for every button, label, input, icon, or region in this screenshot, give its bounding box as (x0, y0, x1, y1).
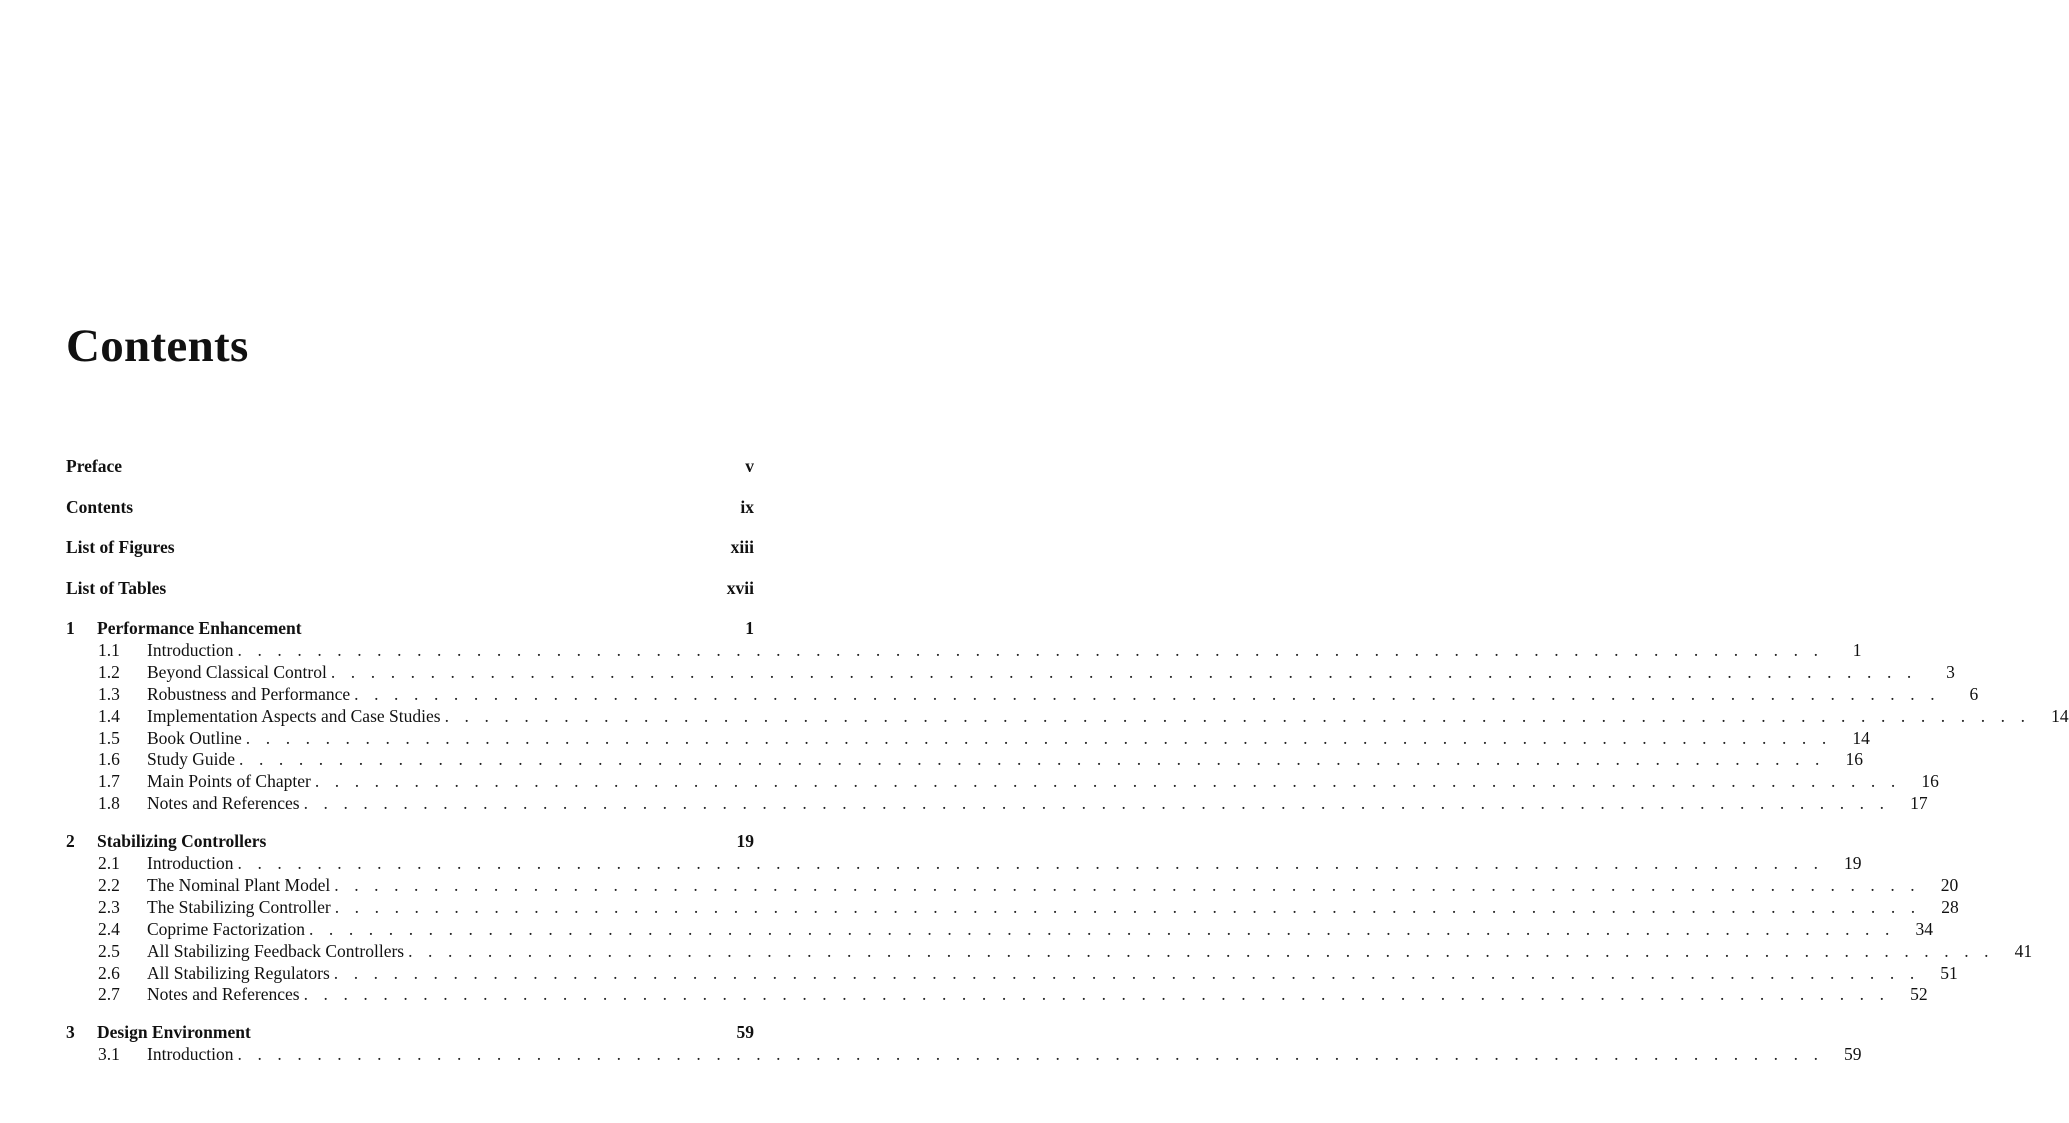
chapter-block (66, 1020, 1862, 1066)
section-number: 3.1 (98, 1044, 120, 1065)
section-title: Study Guide (147, 749, 235, 770)
section-title: Beyond Classical Control (147, 661, 327, 682)
toc-entry-list-of-tables[interactable] (66, 576, 754, 600)
dot-leader: . . . . . . . . . . . . . . . . . . . . . . . . . . . . . . . . . . . . . . . . . . . . . . . . . . . . . . . . . . . . . . . . . . . . . . . . . . . . . . . . (330, 661, 1917, 682)
section-entry[interactable] (66, 875, 1959, 897)
section-entry[interactable] (66, 984, 1928, 1006)
chapter-list (66, 616, 2069, 1066)
dot-leader: . . . . . . . . . . . . . . . . . . . . . . . . . . . . . . . . . . . . . . . . . . . . . . . . . . . . . . . . . . . . . . . . . . . . . . . . . . . . . . . . (314, 771, 1901, 792)
section-title: Coprime Factorization (147, 918, 305, 939)
section-number: 1.8 (98, 793, 120, 814)
chapter-page: 1 (745, 618, 754, 638)
section-number: 1.7 (98, 771, 120, 792)
section-entry[interactable] (66, 749, 1864, 771)
section-number: 2.3 (98, 896, 120, 917)
section-page: 59 (1844, 1044, 1862, 1065)
section-page: 6 (1969, 683, 1979, 704)
toc-entry-list-of-figures[interactable] (66, 535, 754, 559)
section-title: Notes and References (147, 984, 300, 1005)
chapter-page: 19 (736, 831, 754, 852)
section-title: The Nominal Plant Model (147, 875, 331, 896)
section-page: 34 (1915, 918, 1933, 939)
dot-leader: . . . . . . . . . . . . . . . . . . . . . . . . . . . . . . . . . . . . . . . . . . . . . . . . . . . . . . . . . . . . . . . . . . . . . . . . . . . . . . . . (303, 984, 1890, 1005)
section-page: 41 (2014, 940, 2033, 961)
dot-leader: . . . . . . . . . . . . . . . . . . . . . . . . . . . . . . . . . . . . . . . . . . . . . . . . . . . . . . . . . . . . . . . . . . . . . . . . . . . . . . . . (303, 793, 1890, 814)
dot-leader: . . . . . . . . . . . . . . . . . . . . . . . . . . . . . . . . . . . . . . . . . . . . . . . . . . . . . . . . . . . . . . . . . . . . . . . . . . . . . . . . (408, 940, 1995, 961)
section-title: All Stabilizing Feedback Controllers (147, 940, 405, 961)
section-entry[interactable] (66, 962, 1958, 985)
dot-leader: . . . . . . . . . . . . . . . . . . . . . . . . . . . . . . . . . . . . . . . . . . . . . . . . . . . . . . . . . . . . . . . . . . . . . . . . . . . . . . . . (237, 1044, 1824, 1065)
section-page: 3 (1946, 661, 1955, 682)
section-page: 16 (1921, 771, 1939, 792)
chapter-number: 2 (66, 831, 75, 852)
section-number: 2.1 (98, 853, 120, 874)
chapter-title: Performance Enhancement (97, 618, 302, 638)
section-number: 1.1 (98, 640, 120, 660)
section-page: 28 (1941, 896, 1959, 917)
section-title: Book Outline (147, 727, 242, 748)
entry-page: v (745, 456, 754, 476)
section-entry[interactable] (66, 771, 1939, 793)
section-title: Introduction (147, 853, 234, 874)
chapter-heading[interactable] (66, 829, 754, 853)
section-page: 1 (1852, 640, 1862, 660)
section-entry[interactable] (66, 940, 2033, 963)
entry-page: ix (740, 496, 754, 517)
dot-leader: . . . . . . . . . . . . . . . . . . . . . . . . . . . . . . . . . . . . . . . . . . . . . . . . . . . . . . . . . . . . . . . . . . . . . . . . . . . . . . . . (444, 705, 2031, 726)
section-page: 51 (1940, 962, 1958, 983)
section-entry[interactable] (66, 853, 1862, 875)
entry-page: xvii (726, 577, 754, 598)
section-number: 1.2 (98, 661, 120, 682)
section-title: Notes and References (147, 793, 300, 814)
section-number: 1.5 (98, 727, 120, 748)
dot-leader: . . . . . . . . . . . . . . . . . . . . . . . . . . . . . . . . . . . . . . . . . . . . . . . . . . . . . . . . . . . . . . . . . . . . . . . . . . . . . . . . (334, 896, 1921, 917)
table-of-contents (66, 454, 2069, 1080)
chapter-title: Stabilizing Controllers (97, 831, 267, 852)
section-entry[interactable] (66, 661, 1955, 684)
chapter-heading[interactable] (66, 1020, 754, 1044)
section-number: 1.3 (98, 683, 120, 704)
section-entry[interactable] (66, 727, 1870, 750)
entry-title: Contents (66, 496, 134, 517)
dot-leader: . . . . . . . . . . . . . . . . . . . . . . . . . . . . . . . . . . . . . . . . . . . . . . . . . . . . . . . . . . . . . . . . . . . . . . . . . . . . . . . . (245, 727, 1832, 748)
section-page: 19 (1844, 853, 1862, 874)
dot-leader: . . . . . . . . . . . . . . . . . . . . . . . . . . . . . . . . . . . . . . . . . . . . . . . . . . . . . . . . . . . . . . . . . . . . . . . . . . . . . . . . (354, 683, 1941, 704)
section-entry[interactable] (66, 640, 1862, 662)
section-page: 52 (1910, 984, 1928, 1005)
section-number: 2.4 (98, 918, 120, 939)
entry-title: List of Tables (66, 577, 167, 598)
chapter-page: 59 (736, 1022, 754, 1043)
toc-entry-preface[interactable] (66, 454, 754, 478)
section-number: 2.5 (98, 940, 120, 961)
dot-leader: . . . . . . . . . . . . . . . . . . . . . . . . . . . . . . . . . . . . . . . . . . . . . . . . . . . . . . . . . . . . . . . . . . . . . . . . . . . . . . . . (237, 640, 1824, 660)
section-title: Robustness and Performance (147, 683, 351, 704)
dot-leader: . . . . . . . . . . . . . . . . . . . . . . . . . . . . . . . . . . . . . . . . . . . . . . . . . . . . . . . . . . . . . . . . . . . . . . . . . . . . . . . . (334, 875, 1921, 896)
section-entry[interactable] (66, 705, 2069, 728)
chapter-number: 1 (66, 618, 75, 638)
section-entry[interactable] (66, 918, 1933, 941)
chapter-heading[interactable] (66, 616, 754, 640)
section-page: 16 (1845, 749, 1864, 770)
dot-leader: . . . . . . . . . . . . . . . . . . . . . . . . . . . . . . . . . . . . . . . . . . . . . . . . . . . . . . . . . . . . . . . . . . . . . . . . . . . . . . . . (333, 962, 1920, 983)
entry-page: xiii (730, 537, 754, 557)
dot-leader: . . . . . . . . . . . . . . . . . . . . . . . . . . . . . . . . . . . . . . . . . . . . . . . . . . . . . . . . . . . . . . . . . . . . . . . . . . . . . . . . (239, 749, 1826, 770)
chapter-block (66, 829, 2033, 1006)
section-number: 1.6 (98, 749, 120, 770)
section-page: 14 (1852, 727, 1870, 748)
entry-title: Preface (66, 456, 123, 476)
section-page: 14 (2051, 705, 2069, 726)
section-title: Introduction (147, 1044, 234, 1065)
section-page: 20 (1940, 875, 1959, 896)
section-title: Implementation Aspects and Case Studies (147, 705, 441, 726)
section-number: 2.2 (98, 875, 120, 896)
section-entry[interactable] (66, 793, 1928, 815)
section-title: Introduction (147, 640, 234, 660)
toc-entry-contents[interactable] (66, 495, 754, 519)
dot-leader: . . . . . . . . . . . . . . . . . . . . . . . . . . . . . . . . . . . . . . . . . . . . . . . . . . . . . . . . . . . . . . . . . . . . . . . . . . . . . . . . (308, 918, 1895, 939)
section-number: 2.7 (98, 984, 120, 1005)
chapter-block (66, 616, 2069, 815)
section-entry[interactable] (66, 896, 1959, 919)
chapter-title: Design Environment (97, 1022, 251, 1043)
page-title: Contents (66, 320, 249, 372)
entry-title: List of Figures (66, 537, 175, 557)
section-number: 1.4 (98, 705, 120, 726)
chapter-number: 3 (66, 1022, 75, 1043)
section-number: 2.6 (98, 962, 120, 983)
section-entry[interactable] (66, 683, 1979, 706)
dot-leader: . . . . . . . . . . . . . . . . . . . . . . . . . . . . . . . . . . . . . . . . . . . . . . . . . . . . . . . . . . . . . . . . . . . . . . . . . . . . . . . . (237, 853, 1824, 874)
section-page: 17 (1910, 793, 1928, 814)
section-title: All Stabilizing Regulators (147, 962, 330, 983)
section-title: The Stabilizing Controller (147, 896, 331, 917)
section-title: Main Points of Chapter (147, 771, 311, 792)
section-entry[interactable] (66, 1044, 1862, 1066)
